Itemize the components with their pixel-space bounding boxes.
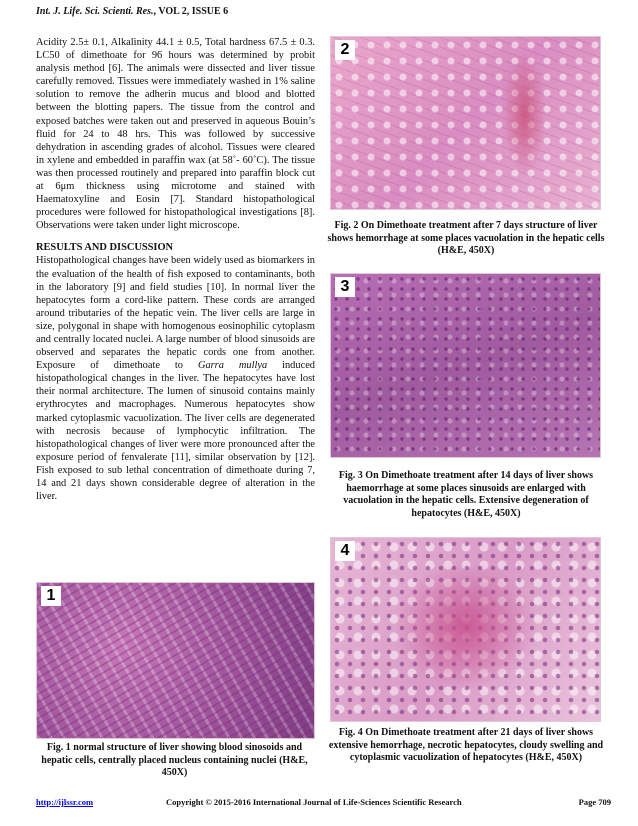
figure-2-label: 2 (335, 40, 355, 60)
species-name: Garra mullya (197, 360, 268, 372)
running-header (36, 6, 616, 17)
volume-issue: , VOL 2, ISSUE 6 (153, 6, 229, 17)
figure-3-label: 3 (335, 277, 355, 297)
journal-url-link[interactable]: http://ijlssr.com (36, 797, 94, 807)
copyright-notice: Copyright © 2015-2016 International Journal of Life-Sciences Scientific Research (166, 797, 462, 807)
results-text-part-1: Histopathological changes have been widely used as biomarkers in the evaluation of the health of fish exposed to contaminants, both in the laboratory [9] and field studies [10]. In normal liver the hepatocytes form a cord-like pattern. These cords are arranged around tributaries of the hepatic vein. The liver cells are large in size, polygonal in shape with homogenous eosinophilic cytoplasm and centrally located nuclei. A large number of blood sinusoids are observed and separates the hepatic cords one from another. Exposure of dimethoate to (36, 255, 315, 372)
results-paragraph (36, 254, 315, 503)
figure-2-caption: Fig. 2 On Dimethoate treatment after 7 days structure of liver shows hemorrhage at some places vacuolation in the hepatic cells (H&E, 450X) (327, 220, 605, 256)
methods-paragraph: Acidity 2.5± 0.1, Alkalinity 44.1 ± 0.5, Total hardness 67.5 ± 0.3. LC50 of dimethoate for 96 hours was determined by probit analysis method [6]. The animals were dissected and liver tissue carefully removed. Tissues were immediately washed in 1% saline solution to remove the adherin mucus and blood and blotted between the blotting papers. The tissue from the control and exposed batches were taken out and preserved in aqueous Bouin’s fluid for 24 to 48 hrs. This was followed by successive dehydration in ascending grades of alcohol. Tissues were cleared in xylene and embedded in paraffin wax (at 58˚- 60˚C). The tissue was then processed routinely and prepared into paraffin block cut at 6μm thickness using microtome and stained with Haematoxyline and Eosin [7]. Standard histopathological procedures were followed for histopathological investigations [8]. Observations were taken under light microscope. (36, 37, 315, 232)
figure-1-label: 1 (41, 586, 61, 606)
figure-4-micrograph (330, 537, 601, 722)
page-number: Page 709 (578, 797, 611, 807)
figure-3-caption: Fig. 3 On Dimethoate treatment after 14 days of liver shows haemorrhage at some places sinusoids are enlarged with vacuolation in the hepatic cells. Extensive degeneration of hepatocytes (H&E, 450X) (338, 470, 594, 519)
figure-1-micrograph (36, 582, 315, 739)
results-heading: RESULTS AND DISCUSSION (36, 242, 174, 254)
figure-3-micrograph (330, 273, 601, 458)
figure-2-micrograph (330, 36, 601, 210)
results-text-part-2: induced histopathological changes in the liver. The hepatocytes have lost their normal architecture. The lumen of sinusoid contains mainly erythrocytes and macrophages. Numerous hepatocytes show marked cytoplasmic vacuolization. The liver cells are degenerated with necrosis because of lymphocytic infiltration. The histopathological changes of liver were more pronounced after the exposure period of fenvalerate [11], similar observation by [12]. Fish exposed to sub lethal concentration of dimethoate during 7, 14 and 21 days shown considerable degree of alteration in the liver. (36, 360, 315, 503)
figure-1-caption: Fig. 1 normal structure of liver showing blood sinosoids and hepatic cells, centrally placed nucleus containing nuclei (H&E, 450X) (41, 742, 308, 778)
left-text-column (36, 36, 315, 503)
figure-4-caption: Fig. 4 On Dimethoate treatment after 21 days of liver shows extensive hemorrhage, necrotic hepatocytes, cloudy swelling and cytoplasmic vacuolization of hepatocytes (H&E, 450X) (328, 727, 604, 763)
journal-name: Int. J. Life. Sci. Scienti. Res. (36, 6, 154, 17)
figure-4-label: 4 (335, 541, 355, 561)
